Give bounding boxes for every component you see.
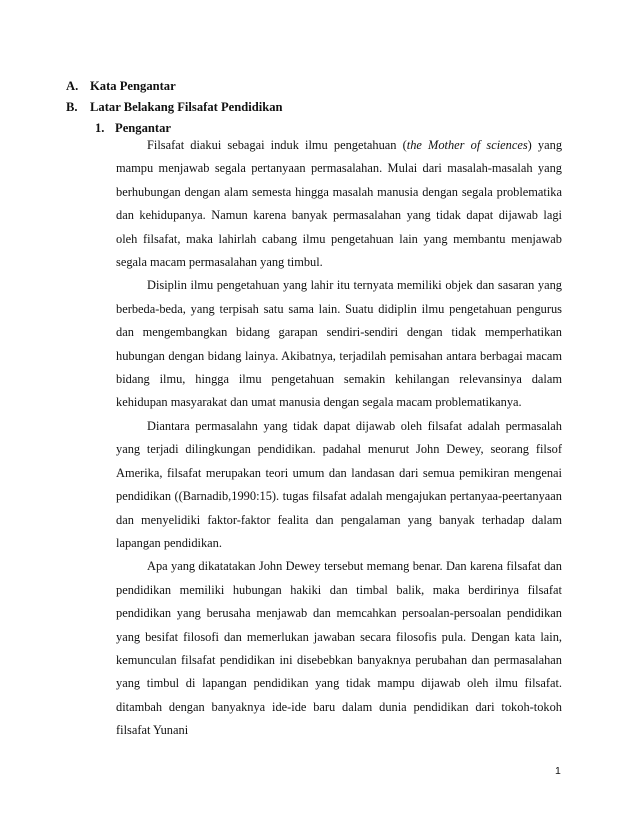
page-number: 1 bbox=[555, 765, 561, 777]
heading-a bbox=[66, 78, 176, 94]
paragraph-1 bbox=[116, 134, 562, 274]
paragraph-1-after: ) yang mampu menjawab segala pertanyaan permasalahan. Mulai dari masalah-masalah yang berhubungan dengan alam semesta hingga masalah manusia dengan segala problematika dan kehidupanya. Namun karena banyak permasalahan yang tidak dapat dijawab lagi oleh filsafat, maka lahirlah cabang ilmu pengetahuan lain yang membantu menjawab segala macam permasalahan yang timbul. bbox=[116, 138, 563, 270]
heading-a-text: Kata Pengantar bbox=[90, 79, 176, 93]
paragraph-2: Disiplin ilmu pengetahuan yang lahir itu ternyata memiliki objek dan sasaran yang berbeda-beda, yang terpisah satu sama lain. Suatu didiplin ilmu pengetahuan pengurus dan mengembangkan bidang garapan sendiri-sendiri dengan tidak memperhatikan hubungan dengan bidang lainya. Akibatnya, terjadilah pemisahan antara berbagai macam bidang ilmu, hingga ilmu pengetahuan semakin kehilangan relevansinya dalam kehidupan masyarakat dan umat manusia dengan segala macam problematikanya. bbox=[116, 278, 562, 410]
heading-b-text: Latar Belakang Filsafat Pendidikan bbox=[90, 100, 283, 114]
heading-b bbox=[66, 99, 283, 115]
body-text bbox=[116, 134, 562, 743]
paragraph-4: Apa yang dikatatakan John Dewey tersebut memang benar. Dan karena filsafat dan pendidikan memiliki hubungan hakiki dan timbal balik, maka berdirinya filsafat pendidikan yang berusaha menjawab dan memcahkan persoalan-persoalan pendidikan yang besifat filosofi dan memerlukan jawaban secara filosofis pula. Dengan kata lain, kemunculan filsafat pendidikan ini disebebkan banyaknya perubahan dan permasalahan yang timbul di lapangan pendidikan yang tidak mampu dijawab oleh ilmu filsafat. ditambah dengan banyaknya ide-ide baru dalam dunia pendidikan dari tokoh-tokoh filsafat Yunani bbox=[116, 559, 562, 738]
heading-b-number: B. bbox=[66, 100, 78, 114]
heading-a-number: A. bbox=[66, 79, 79, 93]
paragraph-3: Diantara permasalahn yang tidak dapat dijawab oleh filsafat adalah permasalah yang terjadi dilingkungan pendidikan. padahal menurut John Dewey, seorang filsof Amerika, filsafat merupakan teori umum dan landasan dari semua pemikiran mengenai pendidikan ((Barnadib,1990:15). tugas filsafat adalah mengajukan pertanyaa-peertanyaan dan menyelidiki faktor-faktor fealita dan pengalaman yang banyak terhadap dalam lapangan pendidikan. bbox=[116, 418, 562, 550]
paragraph-1-before: Filsafat diakui sebagai induk ilmu pengetahuan ( bbox=[147, 138, 407, 152]
heading-1-text: Pengantar bbox=[115, 121, 171, 135]
heading-1-number: 1. bbox=[95, 121, 105, 135]
paragraph-1-italic: the Mother of sciences bbox=[406, 138, 528, 152]
